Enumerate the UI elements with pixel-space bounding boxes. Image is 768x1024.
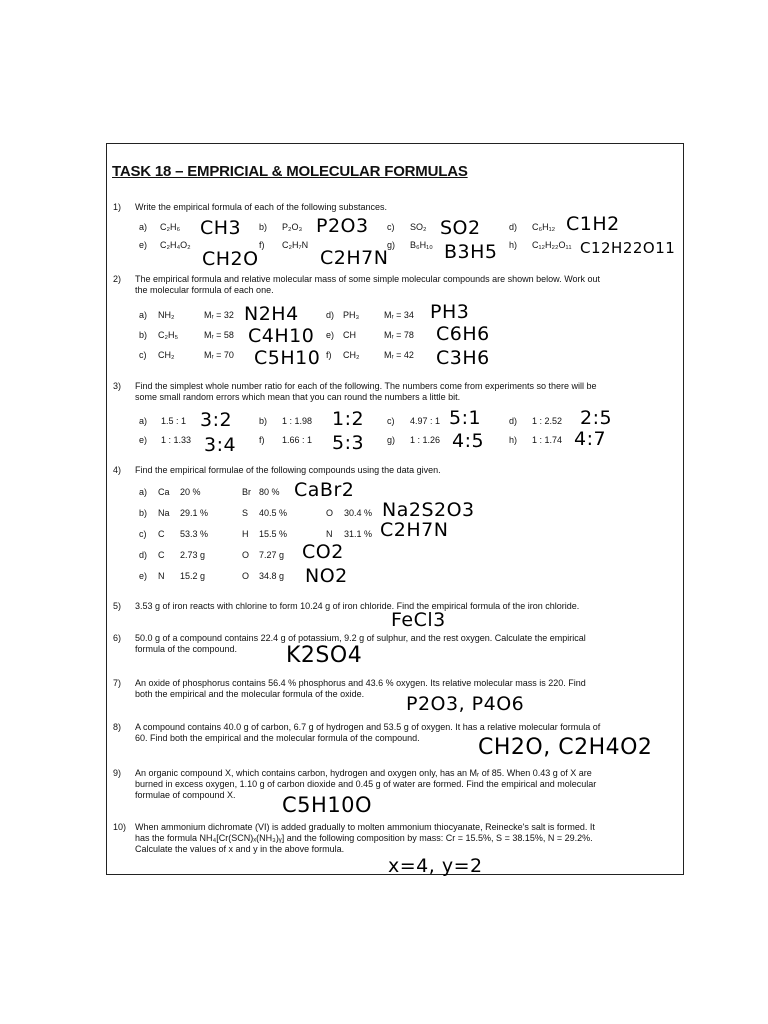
- q4e-e1: N: [158, 571, 165, 581]
- q10-number: 10): [113, 822, 127, 832]
- q3h-label: h): [509, 435, 518, 445]
- q4e-answer: NO2: [305, 565, 348, 587]
- q4d-e2: O: [242, 550, 250, 560]
- q8-text-line1: A compound contains 40.0 g of carbon, 6.7 g of hydrogen and 53.5 g of oxygen. It has a relative molecular formula of: [135, 722, 601, 732]
- q4b-e2: S: [242, 508, 249, 518]
- q4a-answer: CaBr2: [294, 479, 355, 501]
- q1d-label: d): [509, 222, 518, 232]
- q1b-label: b): [259, 222, 268, 232]
- q4d-e1: C: [158, 550, 165, 560]
- q3e-answer: 3:4: [204, 434, 237, 456]
- q3f-label: f): [259, 435, 265, 445]
- q1c-answer: SO2: [440, 217, 481, 239]
- q2e-answer: C6H6: [436, 323, 490, 345]
- q3g-label: g): [387, 435, 396, 445]
- q2d-label: d): [326, 310, 335, 320]
- q4c-e3: N: [326, 529, 333, 539]
- q4a-e1: Ca: [158, 487, 170, 497]
- q4c-label: c): [139, 529, 147, 539]
- q4e-e2: O: [242, 571, 250, 581]
- q10-answer: x=4, y=2: [388, 855, 483, 877]
- q2e-mr: Mᵣ = 78: [384, 330, 414, 340]
- q1f-answer: C2H7N: [320, 247, 389, 269]
- q6-text-line2: formula of the compound.: [135, 644, 238, 654]
- q3b-label: b): [259, 416, 268, 426]
- q10-text-line2: has the formula NH₄[Cr(SCN)ₓ(NH₃)ᵧ] and the following composition by mass: Cr = 15.5%, S = 38.15%, N = 29.2%.: [135, 833, 593, 843]
- q3b-ratio: 1 : 1.98: [282, 416, 313, 426]
- q2d-answer: PH3: [430, 301, 470, 323]
- q2c-label: c): [139, 350, 147, 360]
- q2-number: 2): [113, 274, 122, 284]
- q4d-label: d): [139, 550, 148, 560]
- q10-text-line1: When ammonium dichromate (VI) is added gradually to molten ammonium thiocyanate, Reinecke's salt is formed. It: [135, 822, 595, 832]
- q3g-ratio: 1 : 1.26: [410, 435, 441, 445]
- q2a-mr: Mᵣ = 32: [204, 310, 234, 320]
- q1-number: 1): [113, 202, 122, 212]
- q3b-answer: 1:2: [332, 408, 365, 430]
- q3a-answer: 3:2: [200, 409, 233, 431]
- q2a-formula: NH₂: [158, 310, 175, 320]
- q5-answer: FeCl3: [391, 609, 446, 631]
- q2c-mr: Mᵣ = 70: [204, 350, 234, 360]
- page-title: TASK 18 – EMPRICIAL & MOLECULAR FORMULAS: [112, 163, 468, 180]
- q2a-label: a): [139, 310, 148, 320]
- q2c-formula: CH₂: [158, 350, 175, 360]
- q9-text-line3: formulae of compound X.: [135, 790, 236, 800]
- q3-text-line1: Find the simplest whole number ratio for each of the following. The numbers come from experiments so there will be: [135, 381, 597, 391]
- q6-answer: K2SO4: [286, 643, 363, 668]
- q4d-v1: 2.73 g: [180, 550, 206, 560]
- q1-text: Write the empirical formula of each of the following substances.: [135, 202, 387, 212]
- q5-number: 5): [113, 601, 122, 611]
- q8-text-line2: 60. Find both the empirical and the molecular formula of the compound.: [135, 733, 420, 743]
- q1h-label: h): [509, 240, 518, 250]
- q1e-answer: CH2O: [202, 248, 259, 270]
- q3d-label: d): [509, 416, 518, 426]
- q1e-label: e): [139, 240, 148, 250]
- q3g-answer: 4:5: [452, 430, 485, 452]
- q2d-mr: Mᵣ = 34: [384, 310, 414, 320]
- q4c-v2: 15.5 %: [259, 529, 288, 539]
- q2-text-line1: The empirical formula and relative molecular mass of some simple molecular compounds are shown below. Work out: [135, 274, 601, 284]
- q4c-answer: C2H7N: [380, 519, 449, 541]
- q3f-ratio: 1.66 : 1: [282, 435, 313, 445]
- q4c-v1: 53.3 %: [180, 529, 209, 539]
- q4d-answer: CO2: [302, 541, 344, 563]
- q9-number: 9): [113, 768, 122, 778]
- q1e-formula: C₂H₄O₂: [160, 240, 191, 250]
- q3c-label: c): [387, 416, 395, 426]
- q1b-formula: P₂O₃: [282, 222, 303, 232]
- q4c-e2: H: [242, 529, 249, 539]
- q3-text-line2: some small random errors which mean that you can round the numbers a little bit.: [135, 392, 461, 402]
- q3a-ratio: 1.5 : 1: [161, 416, 187, 426]
- q2b-label: b): [139, 330, 148, 340]
- q9-answer: C5H10O: [282, 793, 373, 817]
- q7-number: 7): [113, 678, 122, 688]
- q3c-ratio: 4.97 : 1: [410, 416, 441, 426]
- q4b-v2: 40.5 %: [259, 508, 288, 518]
- q2a-answer: N2H4: [244, 303, 299, 325]
- q1c-formula: SO₂: [410, 222, 427, 232]
- q3f-answer: 5:3: [332, 432, 365, 454]
- q3-number: 3): [113, 381, 122, 391]
- q7-text-line2: both the empirical and the molecular formula of the oxide.: [135, 689, 365, 699]
- q2d-formula: PH₃: [343, 310, 360, 320]
- q2f-label: f): [326, 350, 332, 360]
- q4a-e2: Br: [242, 487, 251, 497]
- q1g-formula: B₆H₁₀: [410, 240, 433, 250]
- q1g-answer: B3H5: [444, 241, 498, 263]
- q1a-answer: CH3: [200, 217, 242, 239]
- q4a-v2: 80 %: [259, 487, 280, 497]
- q2f-mr: Mᵣ = 42: [384, 350, 414, 360]
- q2f-answer: C3H6: [436, 347, 490, 369]
- q2f-formula: CH₂: [343, 350, 360, 360]
- q4a-label: a): [139, 487, 148, 497]
- q3e-label: e): [139, 435, 148, 445]
- q4b-label: b): [139, 508, 148, 518]
- q6-text-line1: 50.0 g of a compound contains 22.4 g of potassium, 9.2 g of sulphur, and the rest oxygen. Calculate the empirical: [135, 633, 586, 643]
- q3d-answer: 2:5: [580, 407, 613, 429]
- q1h-answer: C12H22O11: [580, 239, 676, 257]
- q1h-formula: C₁₂H₂₂O₁₁: [532, 240, 572, 250]
- q2b-answer: C4H10: [248, 325, 315, 347]
- q5-text: 3.53 g of iron reacts with chlorine to form 10.24 g of iron chloride. Find the empirical formula of the iron chloride.: [135, 601, 580, 611]
- q2b-mr: Mᵣ = 58: [204, 330, 234, 340]
- q9-text-line2: burned in excess oxygen, 1.10 g of carbon dioxide and 0.45 g of water are formed. Find the empirical and molecular: [135, 779, 597, 789]
- q2-text-line2: the molecular formula of each one.: [135, 285, 274, 295]
- q2e-formula: CH: [343, 330, 356, 340]
- q8-number: 8): [113, 722, 122, 732]
- q1f-label: f): [259, 240, 265, 250]
- q7-text-line1: An oxide of phosphorus contains 56.4 % phosphorus and 43.6 % oxygen. Its relative molecular mass is 220. Find: [135, 678, 586, 688]
- q8-answer: CH2O, C2H4O2: [478, 735, 653, 760]
- q1d-formula: C₆H₁₂: [532, 222, 556, 232]
- q3a-label: a): [139, 416, 148, 426]
- q3h-answer: 4:7: [574, 428, 607, 450]
- q7-answer: P2O3, P4O6: [406, 693, 525, 715]
- q4d-v2: 7.27 g: [259, 550, 285, 560]
- q1f-formula: C₂H₇N: [282, 240, 309, 250]
- q4e-v2: 34.8 g: [259, 571, 285, 581]
- q9-text-line1: An organic compound X, which contains carbon, hydrogen and oxygen only, has an Mᵣ of 85. When 0.43 g of X are: [135, 768, 592, 778]
- q4b-e1: Na: [158, 508, 170, 518]
- q2c-answer: C5H10: [254, 347, 321, 369]
- q1g-label: g): [387, 240, 396, 250]
- q4b-v1: 29.1 %: [180, 508, 209, 518]
- q4e-v1: 15.2 g: [180, 571, 206, 581]
- q1a-formula: C₂H₆: [160, 222, 181, 232]
- q4b-answer: Na2S2O3: [382, 499, 475, 521]
- q4e-label: e): [139, 571, 148, 581]
- q4b-e3: O: [326, 508, 334, 518]
- q4-number: 4): [113, 465, 122, 475]
- q10-text-line3: Calculate the values of x and y in the above formula.: [135, 844, 345, 854]
- q4c-v3: 31.1 %: [344, 529, 373, 539]
- q3c-answer: 5:1: [449, 407, 482, 429]
- q4c-e1: C: [158, 529, 165, 539]
- q4-text: Find the empirical formulae of the following compounds using the data given.: [135, 465, 441, 475]
- q1b-answer: P2O3: [316, 215, 369, 237]
- q4a-v1: 20 %: [180, 487, 201, 497]
- q3e-ratio: 1 : 1.33: [161, 435, 192, 445]
- q1c-label: c): [387, 222, 395, 232]
- q6-number: 6): [113, 633, 122, 643]
- q3d-ratio: 1 : 2.52: [532, 416, 563, 426]
- q1d-answer: C1H2: [566, 213, 620, 235]
- q2e-label: e): [326, 330, 335, 340]
- q2b-formula: C₂H₅: [158, 330, 179, 340]
- q1a-label: a): [139, 222, 148, 232]
- q4b-v3: 30.4 %: [344, 508, 373, 518]
- q3h-ratio: 1 : 1.74: [532, 435, 563, 445]
